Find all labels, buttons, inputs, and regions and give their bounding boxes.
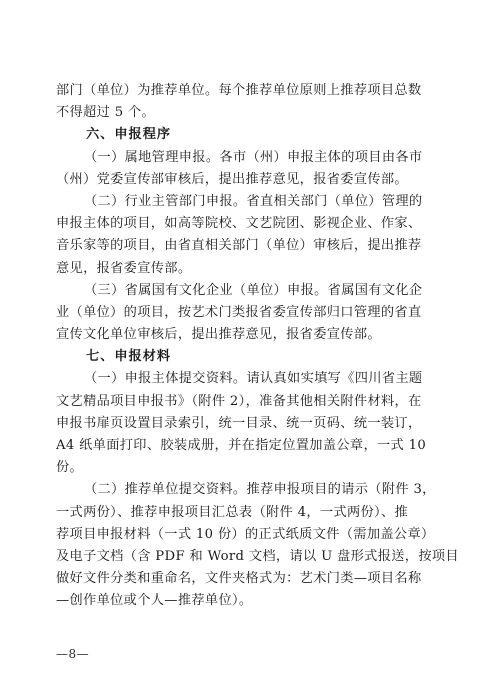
body-line: 份。 <box>56 460 84 476</box>
body-line: （三）省属国有文化企业（单位）申报。省属国有文化企 <box>84 282 423 298</box>
document-body <box>56 80 459 613</box>
body-line: 荐项目申报材料（一式 10 份）的正式纸质文件（需加盖公章） <box>56 526 435 542</box>
body-line: 做好文件分类和重命名，文件夹格式为：艺术门类—项目名称 <box>56 571 422 587</box>
body-line: A4 纸单面打印、胶装成册，并在指定位置加盖公章，一式 10 <box>56 438 427 453</box>
body-line: 部门（单位）为推荐单位。每个推荐单位原则上推荐项目总数 <box>56 83 422 98</box>
body-line: 意见，报省委宣传部。 <box>56 260 192 276</box>
body-line: 申报主体的项目，如高等院校、文艺院团、影视企业、作家、 <box>56 216 422 232</box>
body-line: （一）属地管理申报。各市（州）申报主体的项目由各市 <box>84 149 423 165</box>
body-line: 一式两份）、推荐申报项目汇总表（附件 4，一式两份）、推 <box>56 504 409 520</box>
page-number: —8— <box>56 647 90 661</box>
body-line: （二）行业主管部门申报。省直相关部门（单位）管理的 <box>84 193 423 209</box>
body-line: 文艺精品项目申报书》（附件 2），准备其他相关附件材料，在 <box>56 393 422 409</box>
body-line: 不得超过 5 个。 <box>56 105 156 121</box>
body-line: 申报书扉页设置目录索引，统一目录、统一页码、统一装订， <box>56 415 422 431</box>
body-line: 及电子文档（含 PDF 和 Word 文档，请以 U 盘形式报送，按项目 <box>56 548 459 564</box>
body-line: 业（单位）的项目，按艺术门类报省委宣传部归口管理的省直 <box>56 304 422 320</box>
body-line: （一）申报主体提交资料。请认真如实填写《四川省主题 <box>84 371 423 387</box>
body-line: —创作单位或个人—推荐单位）。 <box>56 593 253 609</box>
body-line: 宣传文化单位审核后，提出推荐意见，报省委宣传部。 <box>56 327 381 343</box>
section-heading-materials: 七、申报材料 <box>86 349 172 365</box>
body-line: （二）推荐单位提交资料。推荐申报项目的请示（附件 3， <box>84 482 436 498</box>
section-heading-procedure: 六、申报程序 <box>86 127 172 143</box>
body-line: （州）党委宣传部审核后，提出推荐意见，报省委宣传部。 <box>56 171 408 187</box>
body-line: 音乐家等的项目，由省直相关部门（单位）审核后，提出推荐 <box>56 238 422 254</box>
